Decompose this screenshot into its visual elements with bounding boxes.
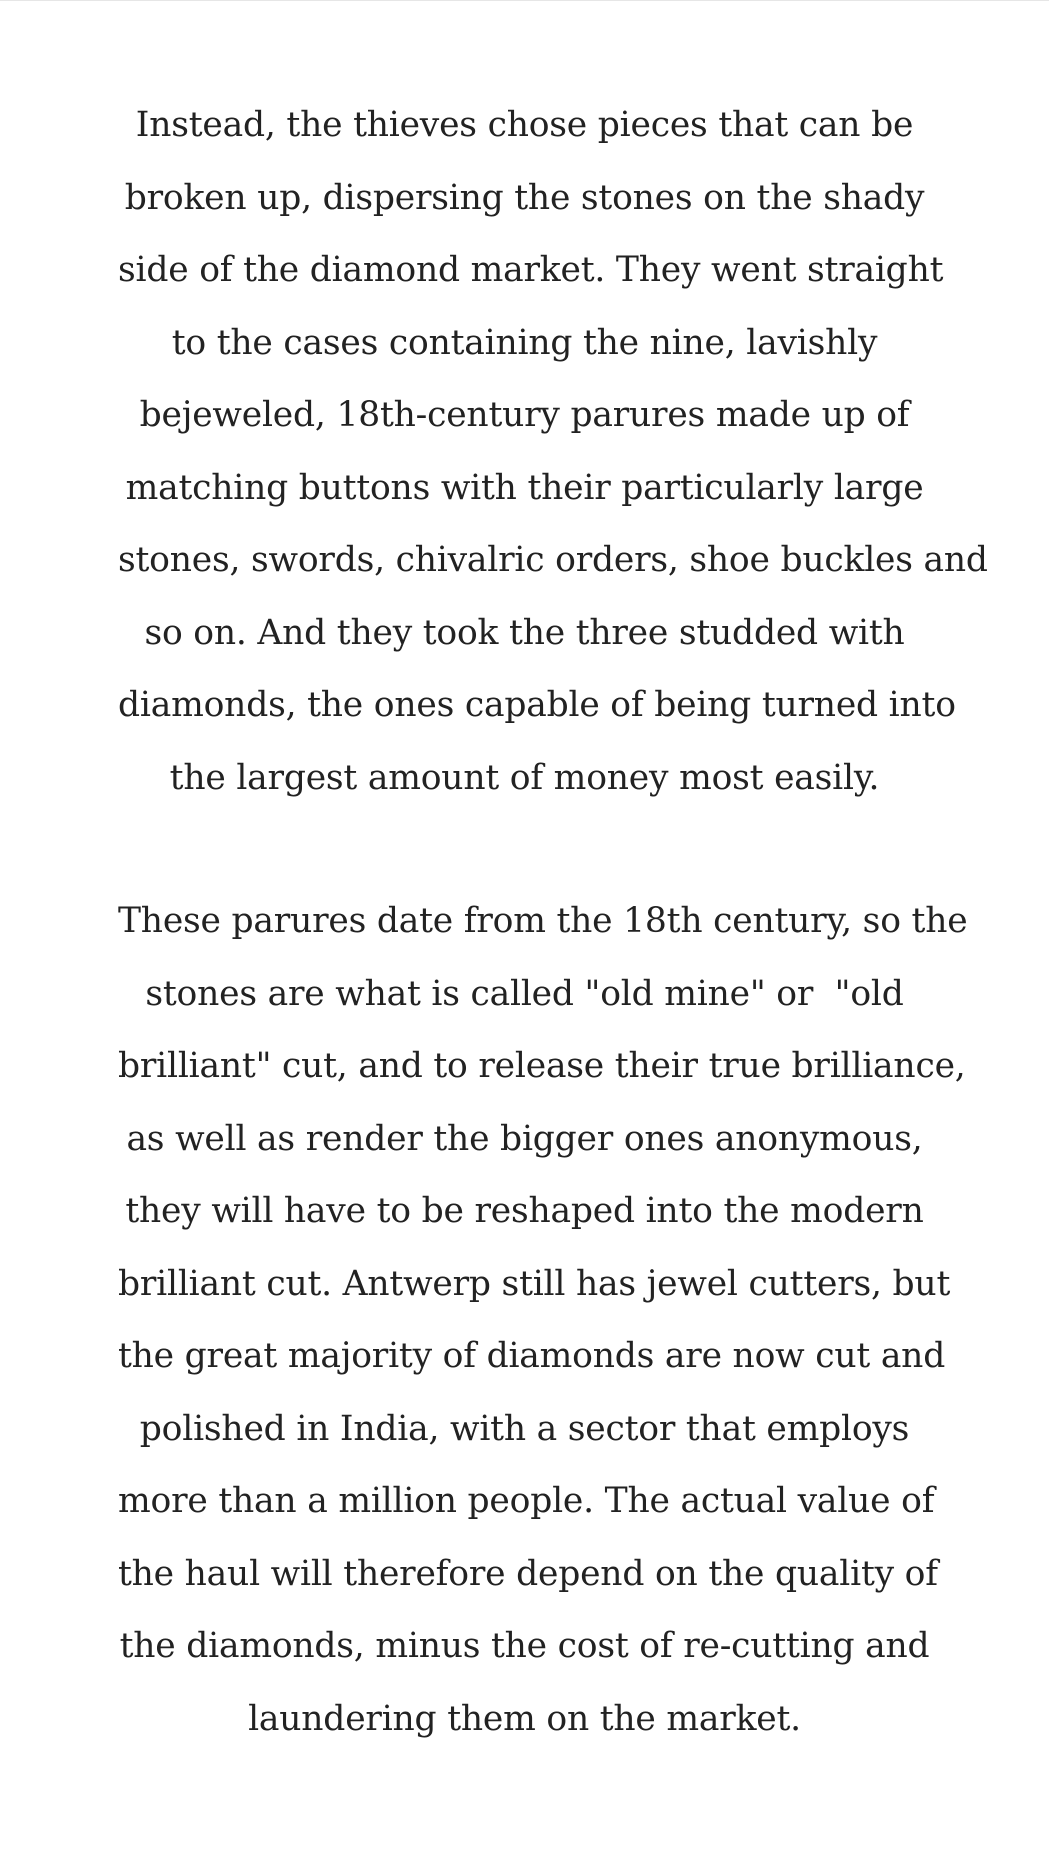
text-line: stones, swords, chivalric orders, shoe buckles and bbox=[118, 540, 988, 580]
text-line: as well as render the bigger ones anonymous, bbox=[126, 1118, 923, 1159]
paragraph-spacer bbox=[118, 820, 931, 891]
text-line: the haul will therefore depend on the quality of bbox=[118, 1553, 938, 1594]
text-line: polished in India, with a sector that employs bbox=[139, 1408, 910, 1449]
text-line: the great majority of diamonds are now cut and bbox=[118, 1336, 946, 1376]
text-line: These parures date from the 18th century, so the bbox=[118, 901, 968, 941]
article-body bbox=[118, 95, 988, 1761]
text-line: to the cases containing the nine, lavishly bbox=[171, 322, 878, 363]
paragraph-2 bbox=[118, 891, 968, 1761]
text-line: stones are what is called "old mine" or "old bbox=[145, 973, 904, 1014]
text-line: they will have to be reshaped into the modern bbox=[125, 1191, 924, 1231]
text-line: broken up, dispersing the stones on the shady bbox=[124, 177, 925, 218]
text-line: more than a million people. The actual value of bbox=[118, 1481, 935, 1521]
text-line: Instead, the thieves chose pieces that can be bbox=[135, 105, 914, 145]
text-line: brilliant" cut, and to release their true brilliance, bbox=[118, 1046, 966, 1086]
text-line: diamonds, the ones capable of being turned into bbox=[118, 685, 956, 725]
text-line: bejeweled, 18th-century parures made up of bbox=[139, 395, 910, 435]
text-line: the largest amount of money most easily. bbox=[169, 757, 880, 798]
text-line: laundering them on the market. bbox=[248, 1698, 801, 1739]
text-line: the diamonds, minus the cost of re-cutting and bbox=[119, 1626, 930, 1666]
text-line: side of the diamond market. They went straight bbox=[118, 250, 944, 290]
top-divider bbox=[0, 0, 1049, 1]
paragraph-1 bbox=[118, 95, 988, 820]
text-line: so on. And they took the three studded with bbox=[144, 612, 905, 653]
text-line: brilliant cut. Antwerp still has jewel cutters, but bbox=[118, 1263, 951, 1304]
text-line: matching buttons with their particularly large bbox=[125, 467, 924, 508]
